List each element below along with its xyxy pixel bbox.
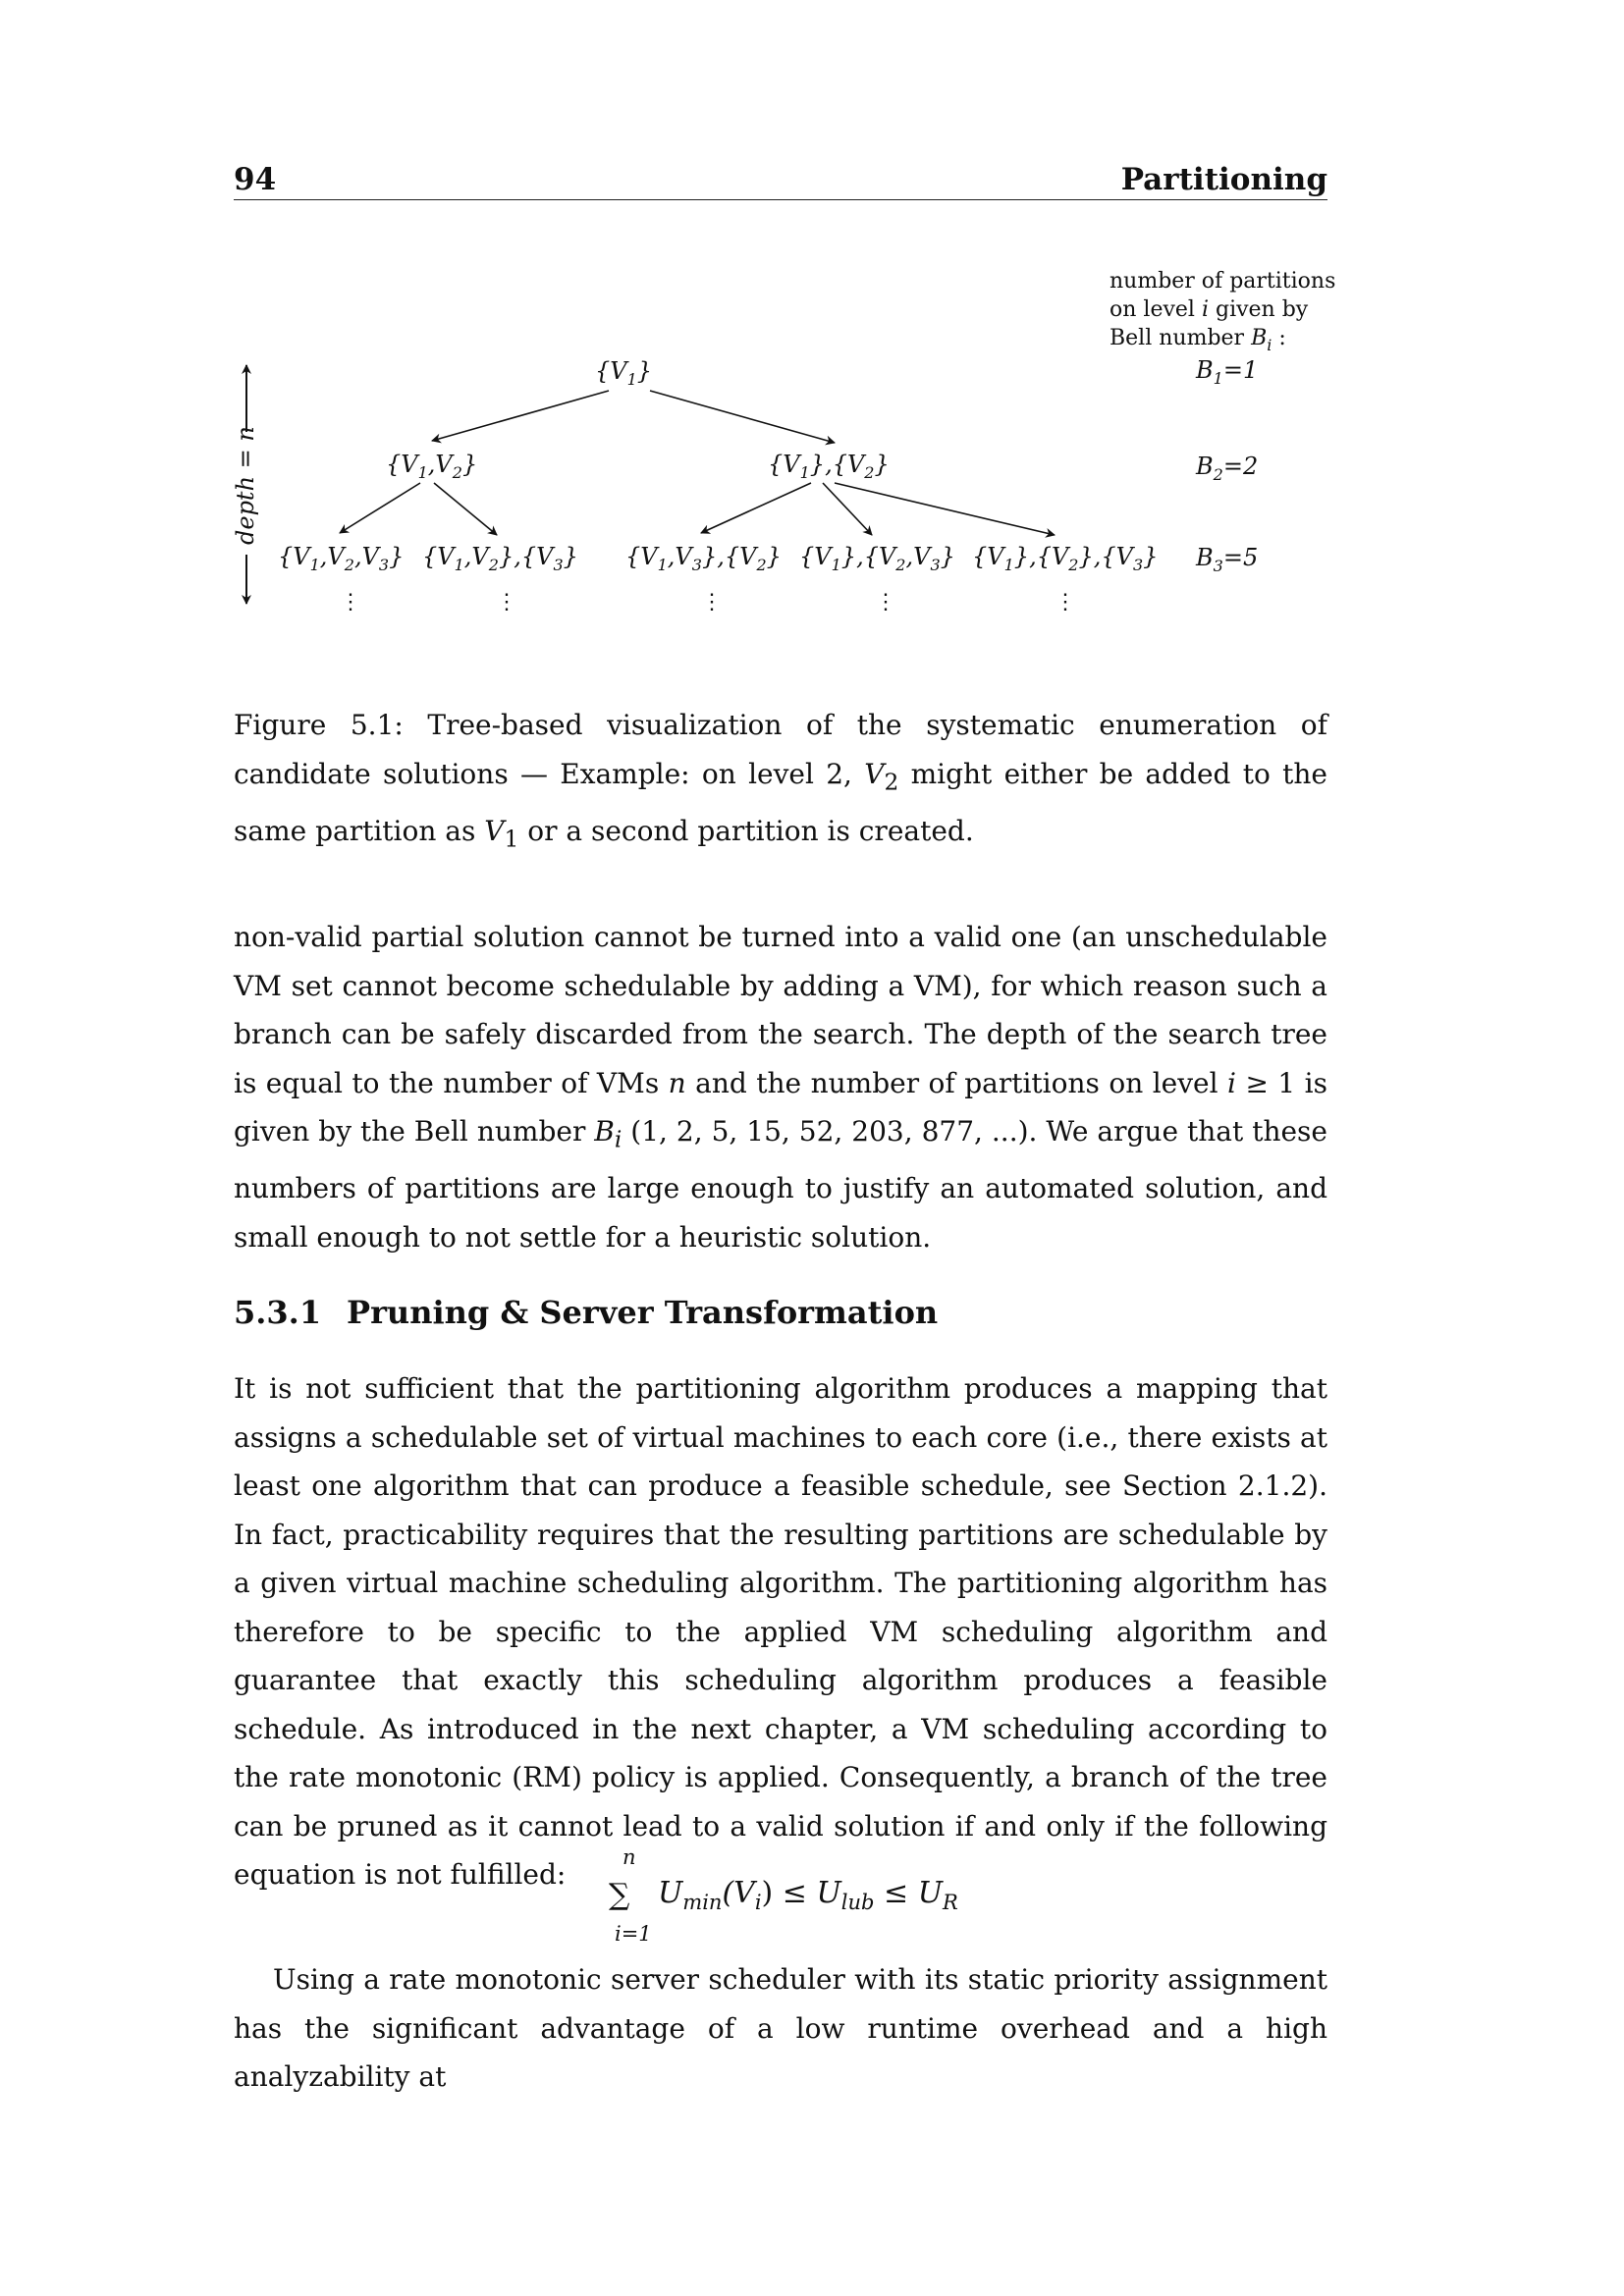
continuation-dots-1: ⋮ xyxy=(340,590,361,614)
figure-tree xyxy=(0,0,1624,687)
legend-line-1: number of partitions xyxy=(1110,269,1336,294)
paragraph-2: It is not sufficient that the partitioning algorithm produces a mapping that assigns a schedulable set of virtual machines to each core (i.e., there exists at least one algorithm that can produce a feasible schedule, see Section 2.1.2). In fact, practicability requires that the resulting partitions are schedulable by a given virtual machine scheduling algorithm. The partitioning algorithm has therefore to be specific to the applied VM scheduling algorithm and guarantee that exactly this scheduling algorithm produces a feasible schedule. As introduced in the next chapter, a VM scheduling according to the rate monotonic (RM) policy is applied. Consequently, a branch of the tree can be pruned as it cannot lead to a valid solution if and only if the following equation is not fulfilled: xyxy=(234,1372,1327,1891)
paragraph-1: non-valid partial solution cannot be turned into a valid one (an unschedulable VM set cannot become schedulable by adding a VM), for which reason such a branch can be safely discarded from the search. The depth of the search tree is equal to the number of VMs n and the number of partitions on level i ≥ 1 is given by the Bell number $B_i$ (1, 2, 5, 15, 52, 203, 877, ...). We argue that these numbers of partitions are large enough to justify an automated solution, and small enough to not settle for a heuristic solution. xyxy=(234,921,1328,1254)
edge-l1-to-l2b xyxy=(650,391,835,443)
node-l3-v1-v2v3: $\{V_1\},\{V_2,V_3\}$ xyxy=(799,543,955,574)
chapter-title: Partitioning xyxy=(1120,162,1327,197)
section-heading xyxy=(234,1294,938,1331)
edge-l1-to-l2a xyxy=(432,391,609,441)
sum-lower-limit: i=1 xyxy=(615,1922,652,1946)
equation-body: $U_{min}(V_i) \le U_{lub} \le U_R$ xyxy=(658,1876,958,1914)
tree-diagram xyxy=(0,0,1624,687)
page-number: 94 xyxy=(234,162,277,197)
bell-number-b1: $B_1=1$ xyxy=(1196,356,1259,388)
node-l3-v1v2-v3: $\{V_1,V_2\},\{V_3\}$ xyxy=(422,543,578,574)
continuation-dots-4: ⋮ xyxy=(875,590,896,614)
paragraph-3: Using a rate monotonic server scheduler with its static priority assignment has the significant advantage of a low runtime overhead and a high analyzability at xyxy=(234,1963,1327,2093)
continuation-dots-2: ⋮ xyxy=(496,590,517,614)
continuation-dots-5: ⋮ xyxy=(1055,590,1076,614)
legend-line-3: Bell number $B_i$ : xyxy=(1110,326,1286,354)
node-l3-v1-v2-v3: $\{V_1\},\{V_2\},\{V_3\}$ xyxy=(972,543,1159,574)
equation-graphic xyxy=(234,1845,1327,1953)
edge-l2b-to-l3e xyxy=(835,483,1055,535)
bell-number-b3: $B_3=5$ xyxy=(1196,544,1259,575)
node-l2-v1v2: $\{V_1,V_2\}$ xyxy=(386,451,478,482)
continuation-dots-3: ⋮ xyxy=(701,590,723,614)
bell-number-b2: $B_2=2$ xyxy=(1196,453,1259,484)
edge-l2a-to-l3b xyxy=(434,483,497,535)
depth-label: depth = n xyxy=(232,426,259,545)
equation-utilization xyxy=(234,1845,1327,1953)
edge-l2a-to-l3a xyxy=(340,483,420,533)
sum-symbol: ∑ xyxy=(609,1878,630,1912)
figure-caption: Figure 5.1: Tree-based visualization of the systematic enumeration of candidate solutions — Example: on level 2, $V_2$ might either be added to the same partition as $V_1$ or a second partition is created. xyxy=(234,709,1327,853)
node-l2-v1-v2: $\{V_1\},\{V_2\}$ xyxy=(768,451,890,482)
node-l3-v1v2v3: $\{V_1,V_2,V_3\}$ xyxy=(278,543,405,574)
legend-line-2: on level i given by xyxy=(1110,297,1309,322)
node-l3-v1v3-v2: $\{V_1,V_3\},\{V_2\}$ xyxy=(625,543,782,574)
node-l1-v1: $\{V_1\}$ xyxy=(595,357,653,389)
section-number: 5.3.1 xyxy=(234,1294,322,1331)
sum-upper-limit: n xyxy=(623,1845,636,1869)
edge-l2b-to-l3c xyxy=(701,483,811,533)
section-title: Pruning & Server Transformation xyxy=(347,1294,939,1331)
